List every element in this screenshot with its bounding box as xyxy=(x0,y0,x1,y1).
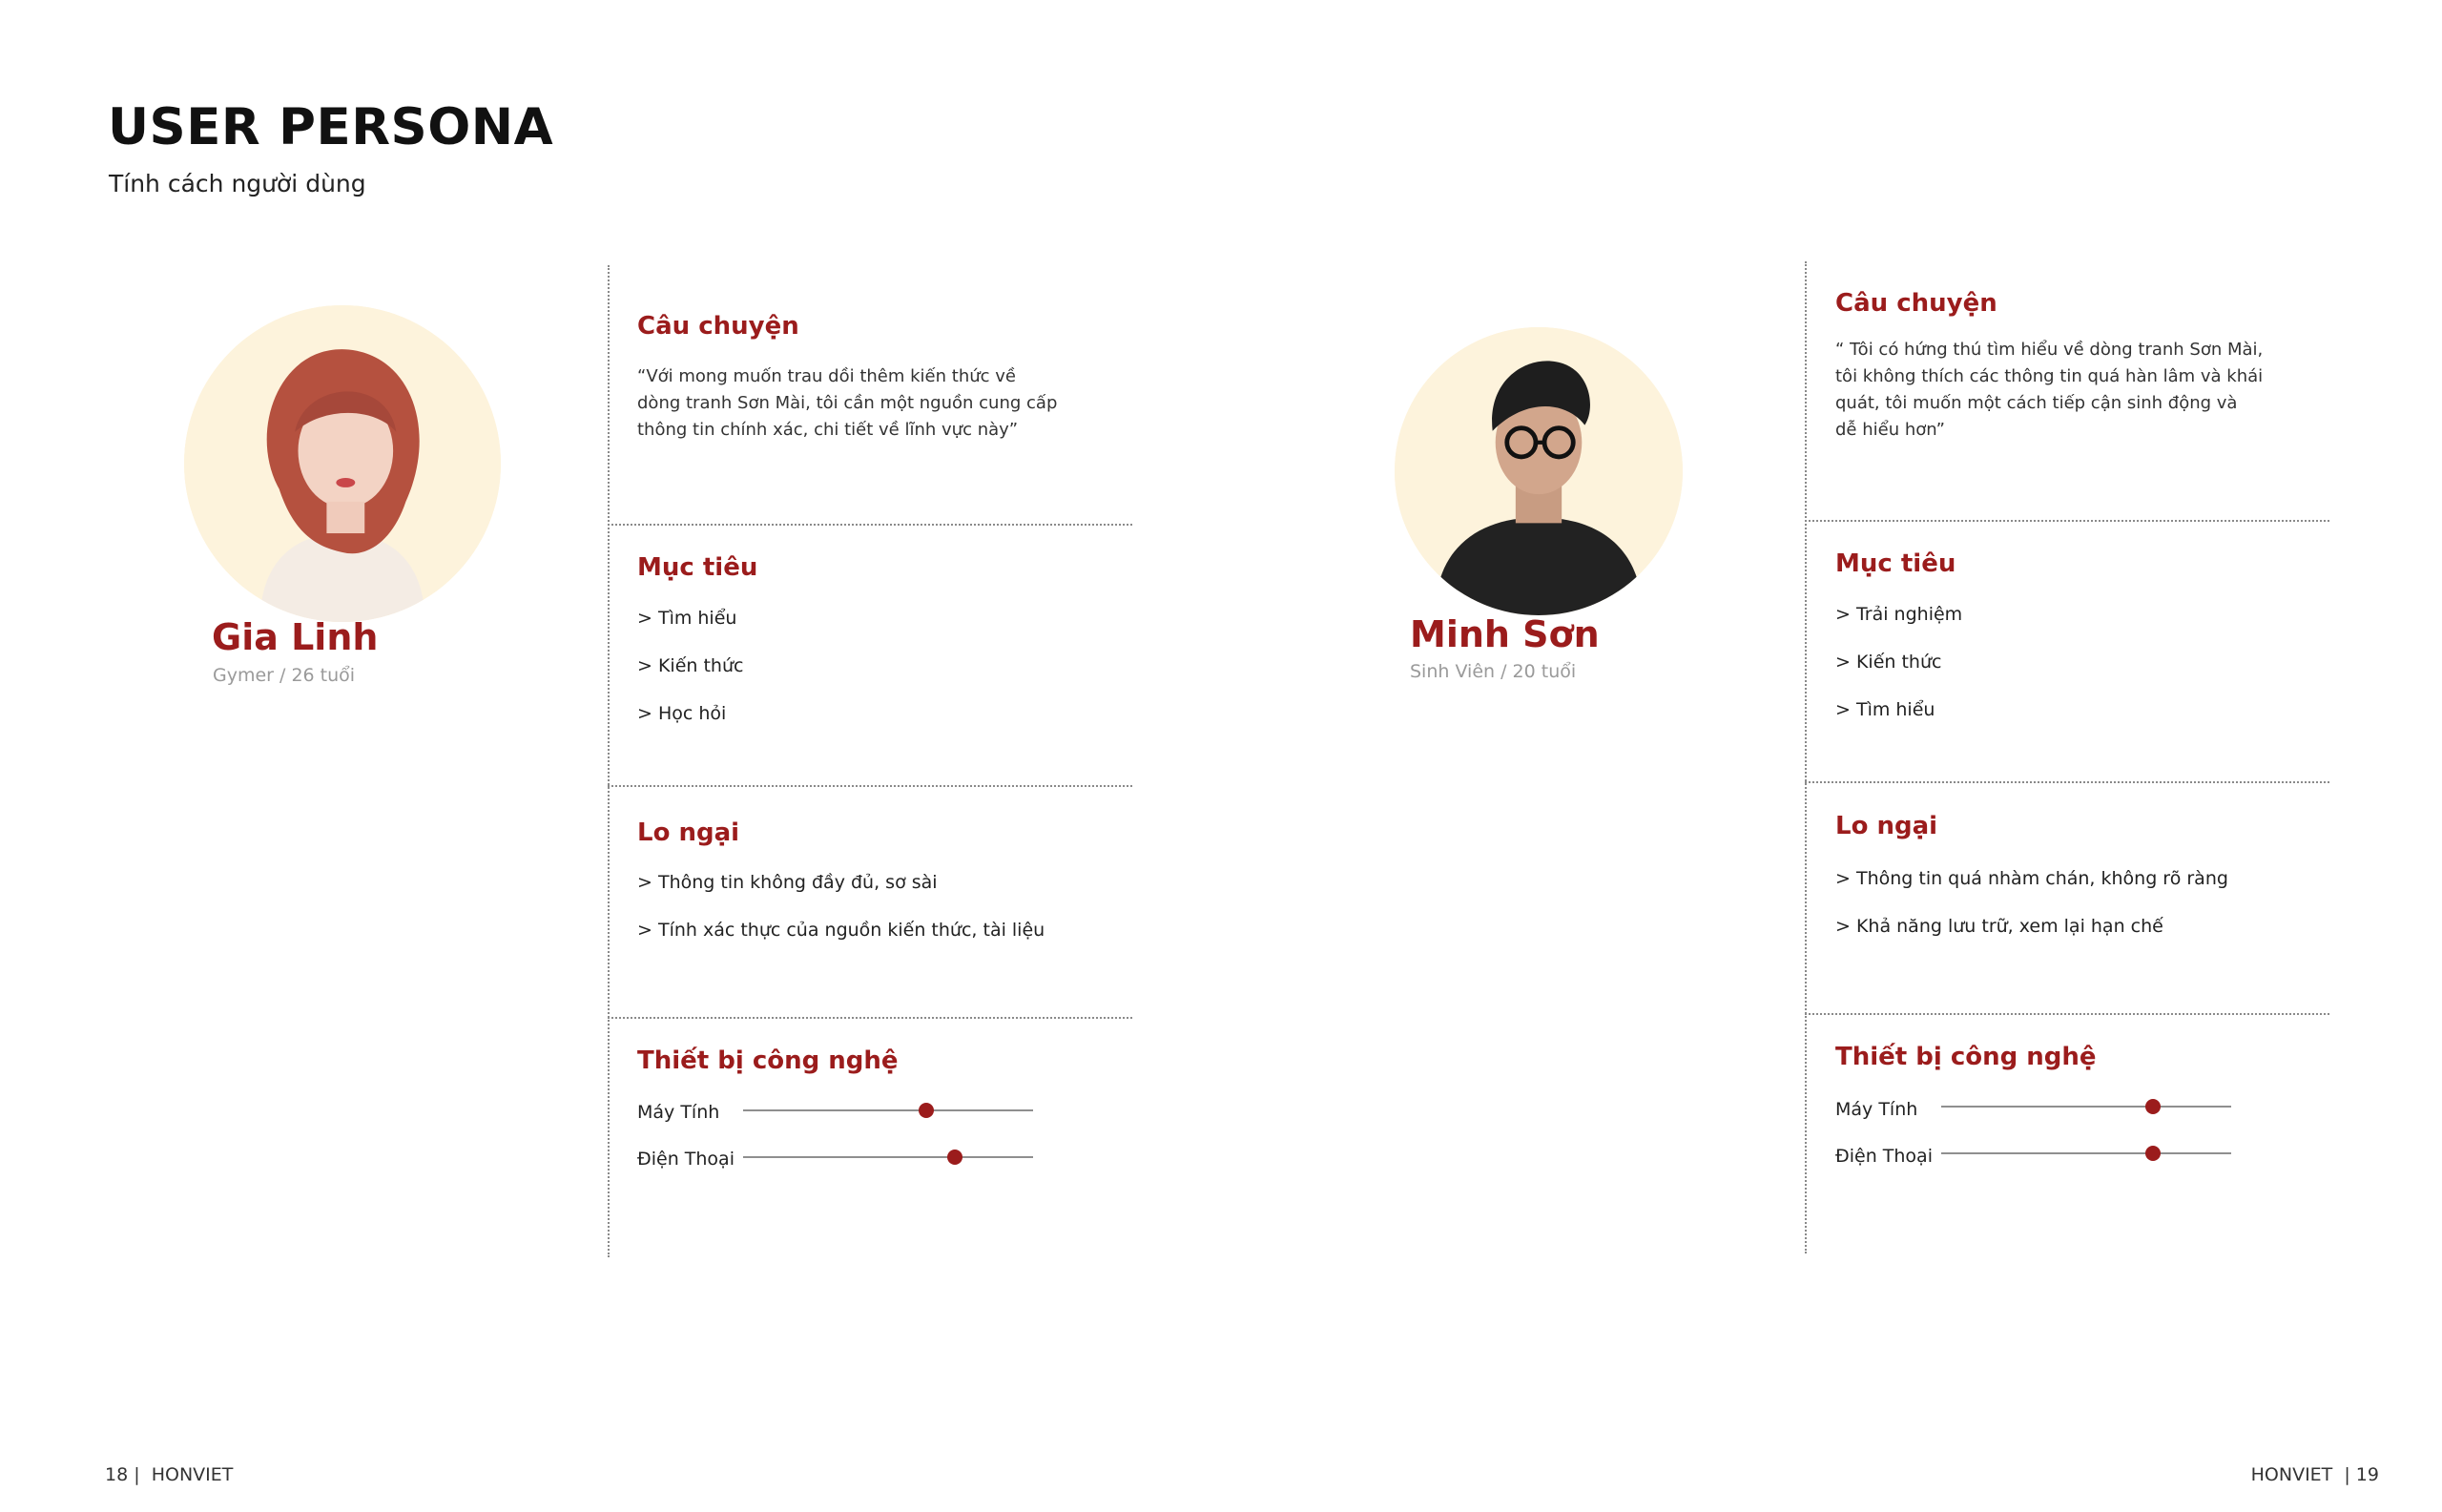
persona-meta: Sinh Viên / 20 tuổi xyxy=(1410,661,1577,682)
concern-item: > Tính xác thực của nguồn kiến thức, tài liệu xyxy=(637,920,1045,941)
slider-track xyxy=(743,1109,1033,1111)
slider-knob xyxy=(947,1150,962,1165)
concern-item: > Thông tin quá nhàm chán, không rõ ràng xyxy=(1835,868,2228,889)
slider-knob xyxy=(2145,1146,2161,1161)
story-text xyxy=(1835,337,2263,444)
story-line: “ Tôi có hứng thú tìm hiểu về dòng tranh Sơn Mài, xyxy=(1835,340,2264,360)
story-title: Câu chuyện xyxy=(1835,289,1997,318)
section-divider xyxy=(608,524,1132,526)
device-level-slider xyxy=(1941,1146,2231,1161)
page-title: USER PERSONA xyxy=(108,98,554,156)
goal-item: > Học hỏi xyxy=(637,703,727,724)
goal-item: > Tìm hiểu xyxy=(637,608,737,629)
story-line: quát, tôi muốn một cách tiếp cận sinh động và xyxy=(1835,393,2238,413)
persona-name: Minh Sơn xyxy=(1410,613,1600,655)
goal-item: > Tìm hiểu xyxy=(1835,699,1935,720)
goal-item: > Kiến thức xyxy=(1835,652,1942,673)
story-title: Câu chuyện xyxy=(637,312,799,341)
story-line: “Với mong muốn trau dồi thêm kiến thức về xyxy=(637,366,1016,386)
story-line: dòng tranh Sơn Mài, tôi cần một nguồn cung cấp xyxy=(637,393,1058,413)
footer-right-page-number: HONVIET | 19 xyxy=(2250,1464,2379,1485)
footer-left-page-number: 18 | HONVIET xyxy=(105,1464,234,1485)
section-divider xyxy=(1805,1013,2329,1015)
persona-1-divider-vertical xyxy=(608,265,610,1257)
slider-knob xyxy=(2145,1099,2161,1114)
slider-track xyxy=(1941,1106,2231,1108)
device-label: Điện Thoại xyxy=(1835,1146,1933,1167)
device-level-slider xyxy=(743,1150,1033,1165)
story-line: tôi không thích các thông tin quá hàn lâm và khái xyxy=(1835,366,2264,386)
tech-title: Thiết bị công nghệ xyxy=(637,1046,899,1075)
concerns-title: Lo ngại xyxy=(1835,812,1938,840)
story-text xyxy=(637,363,1057,444)
story-line: dễ hiểu hơn” xyxy=(1835,420,1946,440)
device-label: Máy Tính xyxy=(1835,1099,1918,1120)
section-divider xyxy=(608,785,1132,787)
slider-knob xyxy=(919,1103,934,1118)
slider-track xyxy=(1941,1152,2231,1154)
persona-avatar-minh-son xyxy=(1395,327,1683,615)
persona-meta: Gymer / 26 tuổi xyxy=(213,665,356,686)
device-label: Điện Thoại xyxy=(637,1149,735,1170)
section-divider xyxy=(1805,520,2329,522)
goals-title: Mục tiêu xyxy=(637,553,758,582)
device-level-slider xyxy=(1941,1099,2231,1114)
story-line: thông tin chính xác, chi tiết về lĩnh vực này” xyxy=(637,420,1019,440)
goal-item: > Kiến thức xyxy=(637,655,744,676)
concern-item: > Thông tin không đầy đủ, sơ sài xyxy=(637,872,938,893)
page-subtitle: Tính cách người dùng xyxy=(109,170,366,197)
tech-title: Thiết bị công nghệ xyxy=(1835,1043,2097,1071)
persona-avatar-gia-linh xyxy=(184,305,501,622)
concern-item: > Khả năng lưu trữ, xem lại hạn chế xyxy=(1835,916,2163,937)
persona-name: Gia Linh xyxy=(212,616,379,658)
slider-track xyxy=(743,1156,1033,1158)
goals-title: Mục tiêu xyxy=(1835,549,1956,578)
section-divider xyxy=(608,1017,1132,1019)
goal-item: > Trải nghiệm xyxy=(1835,604,1963,625)
persona-2-divider-vertical xyxy=(1805,261,1807,1253)
device-level-slider xyxy=(743,1103,1033,1118)
section-divider xyxy=(1805,781,2329,783)
device-label: Máy Tính xyxy=(637,1102,720,1123)
concerns-title: Lo ngại xyxy=(637,818,740,847)
